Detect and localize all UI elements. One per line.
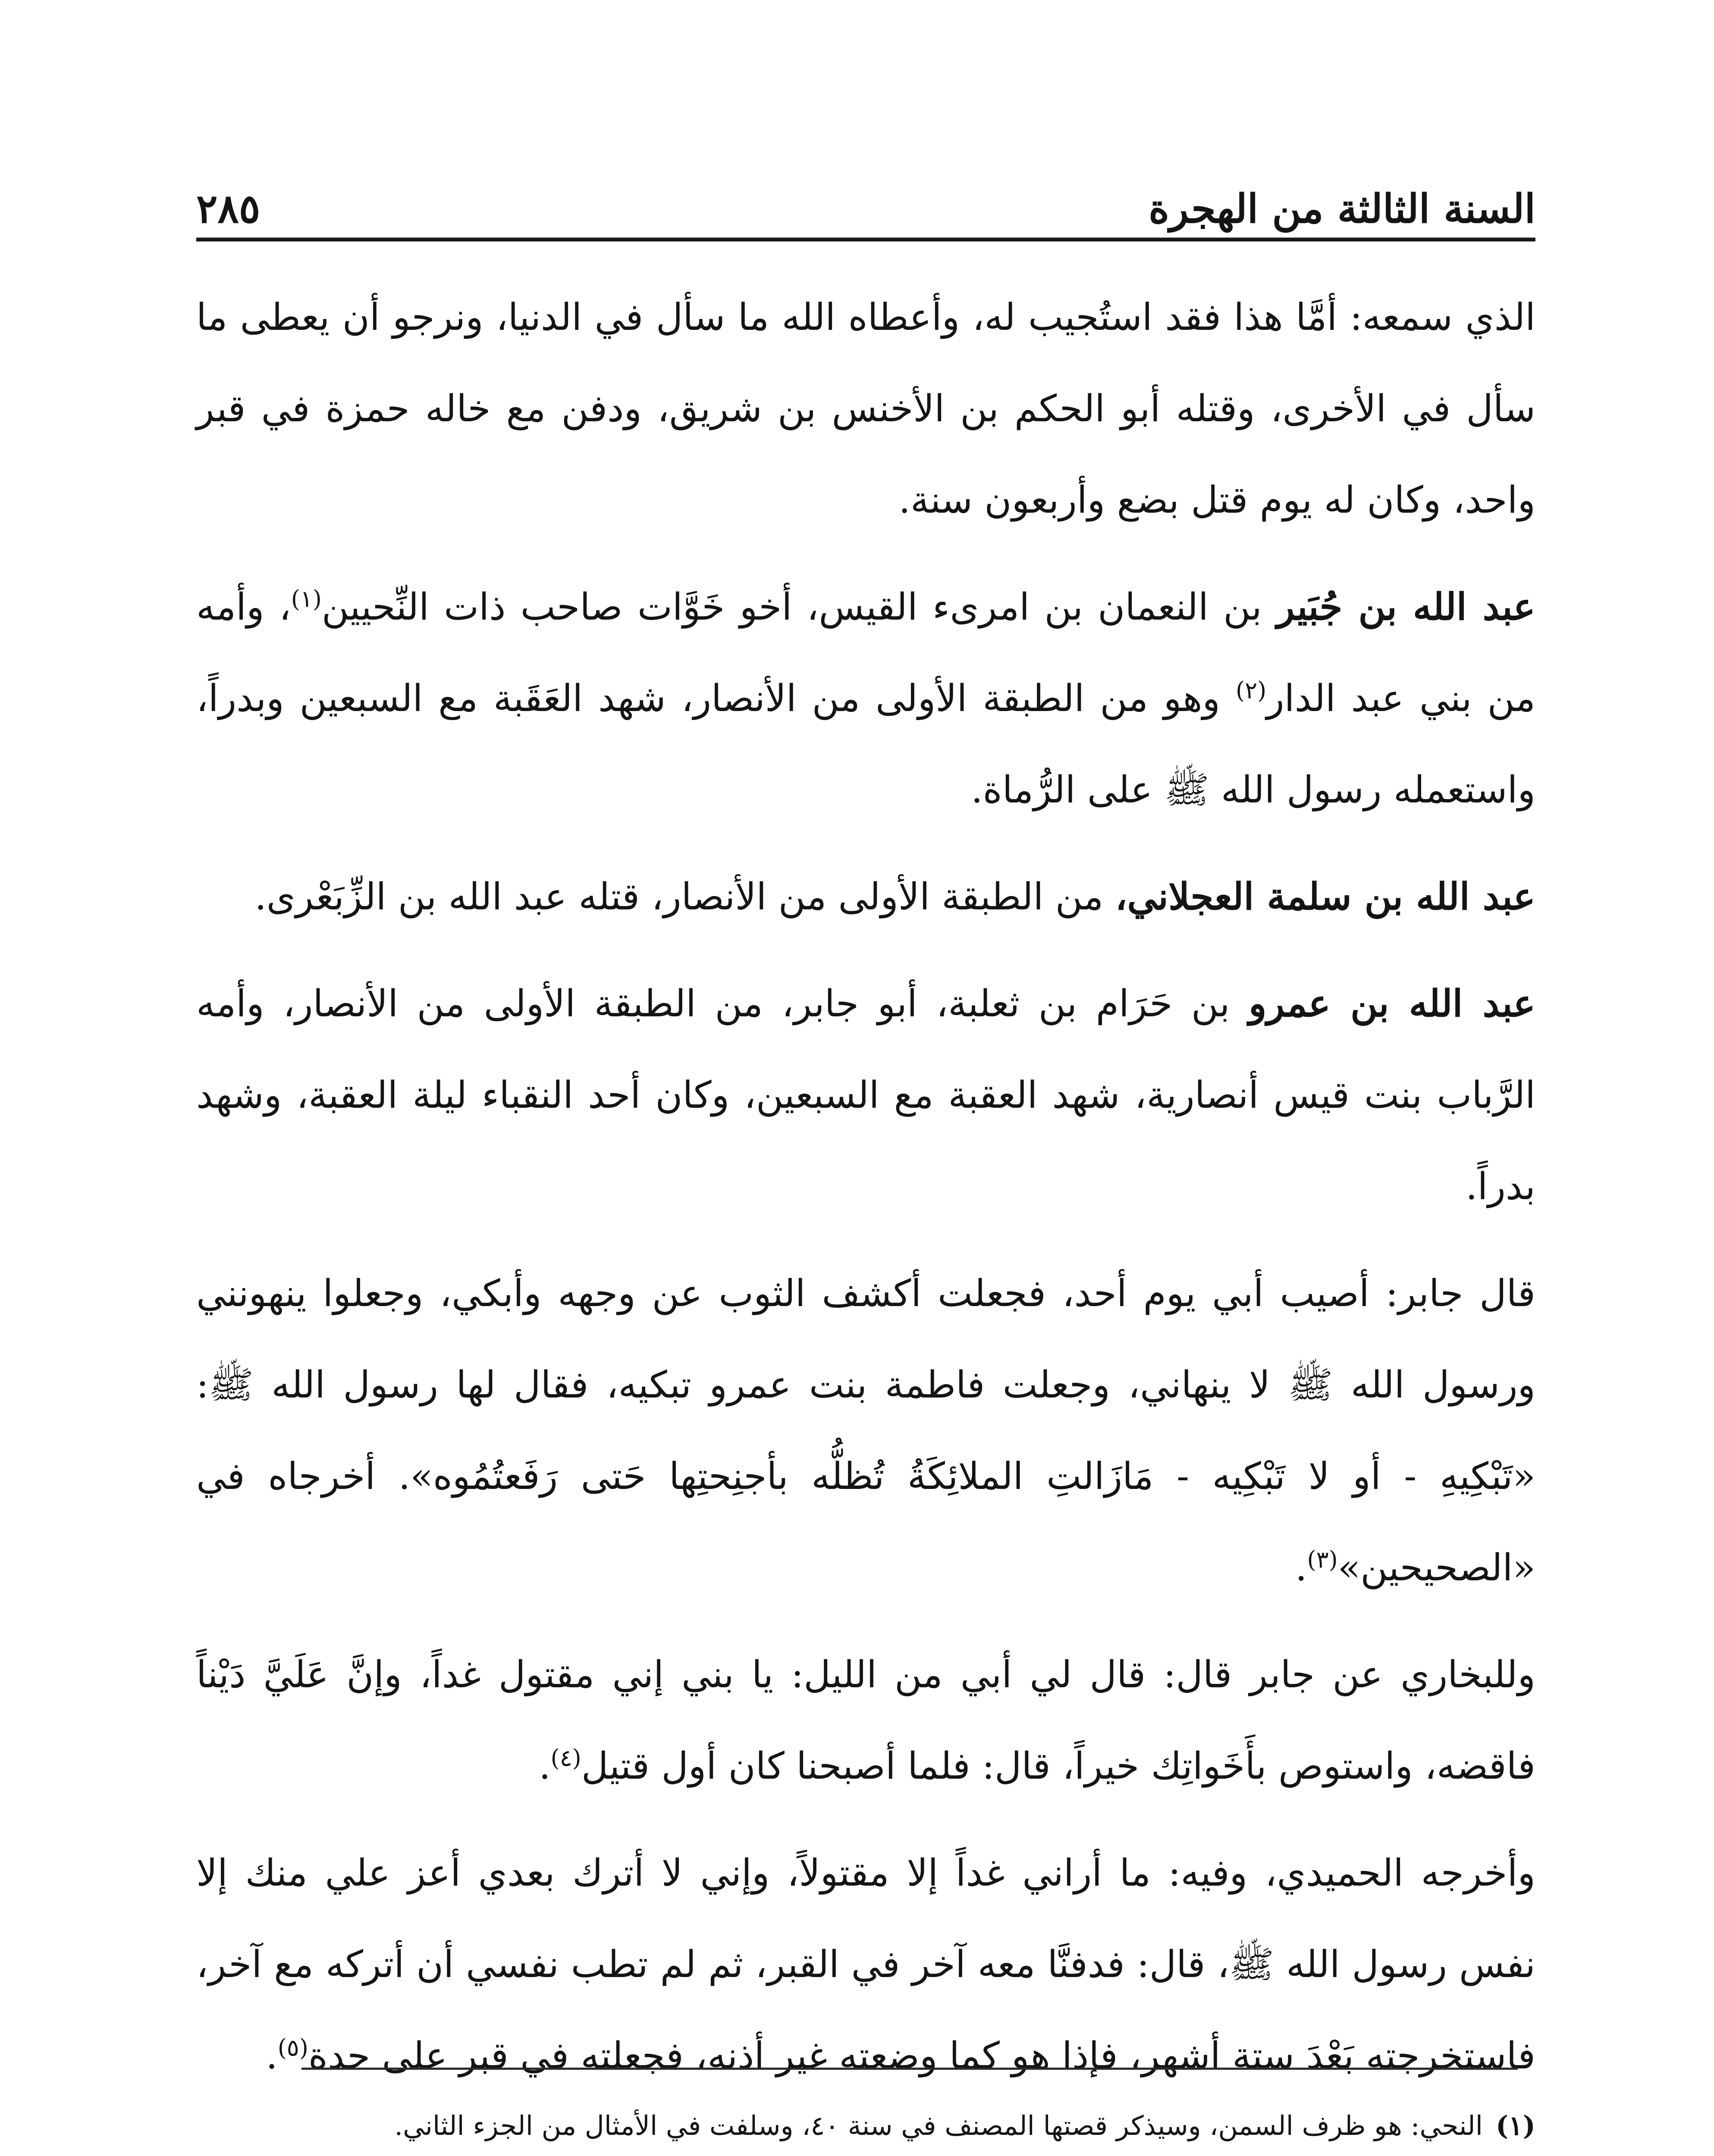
footnote-rule bbox=[301, 2068, 1518, 2070]
footnote-ref: (١) bbox=[291, 585, 322, 613]
paragraph bbox=[196, 272, 1535, 546]
paragraph bbox=[196, 1827, 1535, 2102]
paragraph-text: بن النعمان بن امرىء القيس، أخو خَوَّات صاحب ذات النِّحيين bbox=[321, 586, 1277, 629]
footnote-ref: (٥) bbox=[277, 2034, 308, 2062]
paragraph-text: من الطبقة الأولى من الأنصار، قتله عبد الله بن الزِّبَعْرى. bbox=[254, 875, 1115, 918]
biography-name: عبد الله بن جُبَير bbox=[1277, 585, 1535, 629]
running-title: السنة الثالثة من الهجرة bbox=[1149, 185, 1535, 232]
footnote-ref: (٣) bbox=[1307, 1546, 1338, 1573]
paragraph bbox=[196, 1629, 1535, 1812]
paragraph-text: الذي سمعه: أمَّا هذا فقد استُجيب له، وأعطاه الله ما سأل في الدنيا، ونرجو أن يعطى ما سأل في الأخرى، وقتله أبو الحكم بن الأخنس بن شريق، ودفن مع خاله حمزة في قبر واحد، وكان له يوم قتل بضع وأربعون سنة. bbox=[196, 296, 1535, 522]
body-text bbox=[196, 272, 1535, 2117]
paragraph bbox=[196, 851, 1535, 943]
paragraph-text: وللبخاري عن جابر قال: قال لي أبي من الليل: يا بني إني مقتول غداً، وإنَّ عَلَيَّ دَيْناً فاقضه، واستوص بأَخَواتِك خيراً، قال: فلما أصبحنا كان أول قتيل bbox=[196, 1653, 1535, 1788]
paragraph-text: وهو من الطبقة الأولى من الأنصار، شهد العَقَبة مع السبعين وبدراً، واستعمله رسول الله ﷺ على الرُّماة. bbox=[196, 677, 1535, 812]
biography-name: عبد الله بن عمرو bbox=[1248, 982, 1535, 1025]
paragraph-tail: . bbox=[266, 2034, 278, 2078]
footnote bbox=[196, 2093, 1535, 2156]
footnote-ref: (٤) bbox=[550, 1744, 581, 1772]
page-number: ٢٨٥ bbox=[196, 185, 261, 232]
paragraph-tail: . bbox=[1295, 1546, 1307, 1589]
paragraph bbox=[196, 958, 1535, 1232]
header-rule bbox=[196, 238, 1535, 241]
paragraph-tail: . bbox=[539, 1745, 551, 1788]
paragraph-text: وأخرجه الحميدي، وفيه: ما أراني غداً إلا مقتولاً، وإني لا أترك بعدي أعز علي منك إلا نفس رسول الله ﷺ، قال: فدفنَّا معه آخر في القبر، ثم لم تطب نفسي أن أتركه مع آخر، فاستخرجته بَعْدَ ستة أشهر، فإذا هو كما وضعته غير أذنه، فجعلته في قبر على حدة bbox=[196, 1852, 1535, 2078]
footnotes bbox=[196, 2093, 1535, 2156]
biography-name: عبد الله بن سلمة العجلاني، bbox=[1115, 875, 1535, 918]
page-header bbox=[196, 168, 1535, 241]
paragraph-text: ، وأمه من بني عبد الدار bbox=[196, 586, 1535, 720]
footnote-number: (١) bbox=[1496, 2110, 1535, 2141]
paragraph bbox=[196, 561, 1535, 836]
footnote-ref: (٢) bbox=[1235, 677, 1267, 704]
paragraph-text: بن حَرَام بن ثعلبة، أبو جابر، من الطبقة الأولى من الأنصار، وأمه الرَّباب بنت قيس أنصارية، شهد العقبة مع السبعين، وكان أحد النقباء ليلة العقبة، وشهد بدراً. bbox=[196, 982, 1535, 1208]
paragraph bbox=[196, 1248, 1535, 1614]
paragraph-text: قال جابر: أصيب أبي يوم أحد، فجعلت أكشف الثوب عن وجهه وأبكي، وجعلوا ينهونني ورسول الله ﷺ لا ينهاني، وجعلت فاطمة بنت عمرو تبكيه، فقال لها رسول الله ﷺ: «تَبْكِيهِ - أو لا تَبْكِيه - مَازَالتِ الملائِكَةُ تُظلُّه بأجنِحتِها حَتى رَفَعتُمُوه». أخرجاه في «الصحيحين» bbox=[196, 1272, 1535, 1589]
footnote-text: النحي: هو ظرف السمن، وسيذكر قصتها المصنف في سنة ٤٠، وسلفت في الأمثال من الجزء الثاني. bbox=[394, 2110, 1483, 2141]
